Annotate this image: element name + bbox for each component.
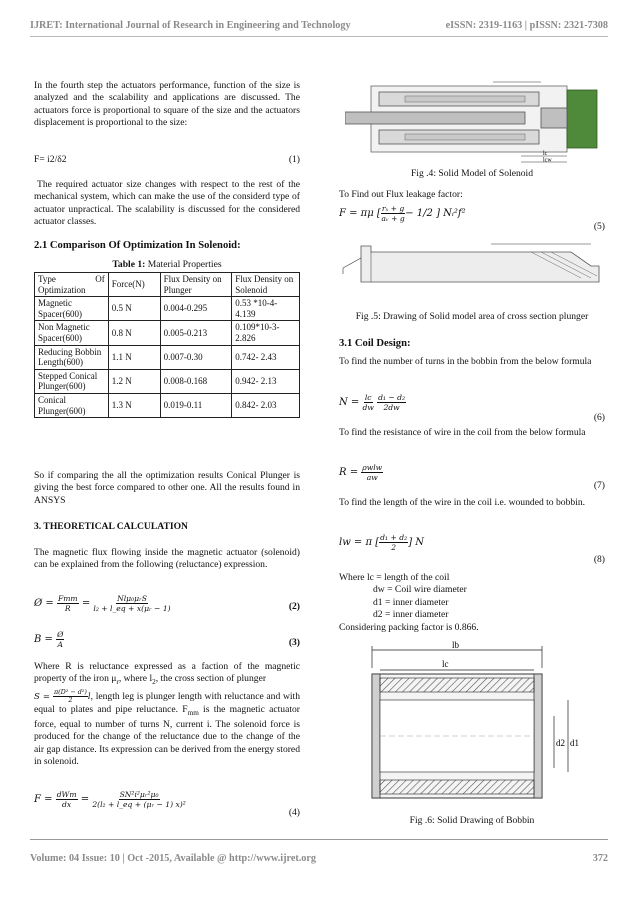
figure-6-bobbin-drawing: [362, 640, 602, 812]
table-header-cell: Flux Density on Solenoid: [232, 273, 300, 297]
paragraph-4: [34, 547, 300, 572]
paragraph-5: [34, 661, 300, 769]
table-header-row: [35, 273, 300, 297]
eq5-den: aᵥ + g: [381, 214, 405, 223]
equation-6-formula: [339, 393, 406, 412]
eq2-frac-1: [57, 594, 79, 613]
table-cell: 1.3 N: [108, 393, 160, 417]
table-header-cell: Force(N): [108, 273, 160, 297]
eq6-den-2: 2dw: [383, 403, 400, 412]
equation-5-number: (5): [593, 220, 605, 232]
coil-paragraph-2: [339, 427, 605, 439]
eq2-equals: =: [81, 598, 91, 609]
inline-S-formula: [34, 687, 91, 704]
equation-8-formula: lw = π [ $\frac{\text{d₁ + d₂}}{2}$ ] N: [339, 533, 425, 552]
eq8-den: 2: [391, 543, 397, 552]
left-column: [34, 80, 300, 130]
coil-paragraph-3: [339, 497, 605, 509]
p5-d: , length leg is plunger length with reluctance and with equal to plates and pipe reluctance. F: [34, 690, 301, 715]
where-definitions: [339, 572, 605, 634]
eq5-frac: [381, 204, 405, 223]
table-cell: 0.842- 2.03: [232, 393, 300, 417]
eq8-num: d₁ + d₂: [380, 533, 408, 542]
table-cell: 1.2 N: [108, 369, 160, 393]
equation-8-number: (8): [593, 553, 605, 565]
equation-2-number: (2): [288, 600, 300, 612]
table-row: [35, 345, 300, 369]
packing-factor: Considering packing factor is 0.866.: [339, 621, 479, 633]
eq2-num-2: Nlμ₀μᵣS: [117, 594, 147, 603]
table-cell: 0.005-0.213: [160, 321, 232, 345]
eq3-B: B =: [34, 634, 53, 645]
equation-4-number: (4): [288, 806, 300, 818]
section-3-1-heading: 3.1 Coil Design:: [339, 338, 411, 349]
table-cell: Non Magnetic Spacer(600): [35, 321, 109, 345]
eq4-num-1: dWm: [56, 790, 77, 799]
intro-paragraph: In the fourth step the actuators performance, function of the size is analyzed and the scalability and applications are discussed. The actuators force is proportional to square of the size and the actuators displacement is proportional to the size:: [34, 80, 300, 129]
p5-sub-r: r: [116, 678, 119, 687]
section-3-heading: 3. THEORETICAL CALCULATION: [34, 521, 188, 532]
eq4-frac-2: [92, 790, 185, 809]
table-cell: Reducing Bobbin Length(600): [35, 345, 109, 369]
eq6-N: N =: [339, 397, 360, 408]
S-num: π(D² − d²): [53, 687, 87, 696]
equation-8: [339, 533, 605, 565]
lb-label: lb: [452, 640, 460, 650]
table-cell: 0.019-0.11: [160, 393, 232, 417]
eq8-frac: [379, 533, 408, 552]
eq7-frac: [361, 463, 383, 482]
eq4-frac-1: [56, 790, 78, 809]
eq6-num-1: lc: [364, 393, 372, 402]
paragraph-2-text: The required actuator size changes with respect to the rest of the mechanical system, which can make the use of the considerd type of actuator unpractical. The scalability is discussed for the considered actuator classes.: [34, 179, 300, 228]
lc-label-bobbin: lc: [442, 659, 449, 669]
page-header: [30, 20, 608, 31]
material-properties-table: [34, 272, 300, 418]
p5-e: is the magnetic actuator force, equal to number of turns N, current i. The solenoid force is produced for the change of the reluctance due to the change of the air gap distance. Its expression can be derived from the energy stored in solenoid.: [34, 703, 300, 768]
table-cell: Conical Plunger(600): [35, 393, 109, 417]
table-row: [35, 321, 300, 345]
paragraph-2: [34, 179, 300, 229]
p5-b: , where l: [118, 673, 153, 685]
table-header-cell: Flux Density on Plunger: [160, 273, 232, 297]
eq2-frac-2: [93, 594, 170, 613]
table-cell: 0.109*10-3-2.826: [232, 321, 300, 345]
eq3-frac: [56, 630, 64, 649]
table-cell: 0.007-0.30: [160, 345, 232, 369]
where-line-4: d2 = inner diameter: [373, 609, 449, 621]
eq5-num: rₓ + g: [381, 204, 405, 213]
eq4-F: F =: [34, 794, 53, 805]
equation-1-text: F= i2/δ2: [34, 154, 67, 165]
equation-5-formula: F = πμ [ $\frac{\text{rₓ + g}}{\text{aᵥ + g}}$ − 1/2 ] Nᵢ²f²: [339, 204, 466, 223]
flux-intro: To Find out Flux leakage factor:: [339, 189, 463, 200]
eq8-lw: lw = π: [339, 537, 373, 548]
solenoid-model-drawing: [345, 78, 599, 164]
where-line-3: d1 = inner diameter: [373, 596, 449, 608]
table-header-cell: Type Of Optimization: [35, 273, 109, 297]
table-cell: 0.5 N: [108, 297, 160, 321]
d2-label: d2: [556, 738, 565, 748]
p5-sub-2: 2: [152, 678, 156, 687]
equation-7: [339, 463, 605, 491]
table-cell: 0.008-0.168: [160, 369, 232, 393]
S-tail: l: [87, 691, 91, 702]
eq4-num-2: SN²i²μᵣ²μ₀: [119, 790, 159, 799]
table-cell: 0.53 *10-4-4.139: [232, 297, 300, 321]
eq4-den-2: 2(l₂ + l_eq + (μᵣ − 1) x)²: [92, 800, 186, 809]
header-rule: [30, 36, 608, 37]
table-row: [35, 369, 300, 393]
equation-4: [34, 790, 300, 818]
eq3-num: Ø: [57, 630, 64, 639]
paragraph-5-text: [34, 661, 300, 769]
equation-6-number: (6): [593, 411, 605, 423]
equation-3-formula: [34, 630, 64, 649]
table-cell: 0.742- 2.43: [232, 345, 300, 369]
eq7-num: ρwlw: [362, 463, 383, 472]
figure-5-plunger-drawing: [341, 238, 603, 302]
eq6-frac-2: [377, 393, 406, 412]
eq2-den-2: l₂ + l_eq + x(μᵣ − 1): [93, 604, 171, 613]
figure-4-solid-model: [345, 78, 599, 164]
equation-3-number: (3): [288, 636, 300, 648]
equation-2-formula: [34, 594, 171, 613]
eq6-frac-1: [363, 393, 374, 412]
section-2-1-heading: 2.1 Comparison Of Optimization In Solenoid:: [34, 240, 241, 251]
eq6-den-1: dw: [362, 403, 374, 412]
eq2-phi: Ø =: [34, 598, 54, 609]
S-den: 2: [68, 695, 73, 704]
eq4-equals: =: [80, 794, 90, 805]
equation-2: [34, 594, 300, 613]
paragraph-3: [34, 470, 300, 507]
equation-1: [34, 154, 300, 166]
equation-1-number: (1): [288, 154, 300, 165]
eq3-den: A: [57, 640, 63, 649]
eq2-den-1: R: [64, 604, 71, 613]
table-1-caption: [34, 259, 300, 271]
paragraph-3-text: So if comparing the all the optimization results Conical Plunger is giving the best force compared to other one. All the results found in ANSYS: [34, 470, 300, 506]
figure-5-caption: Fig .5: Drawing of Solid model area of cross section plunger: [355, 311, 589, 322]
p5-sub-mm: mm: [187, 708, 199, 717]
eq7-R: R =: [339, 467, 359, 478]
table-row: [35, 297, 300, 321]
page-number: 372: [592, 853, 608, 864]
table-cell: 1.1 N: [108, 345, 160, 369]
equation-5: [339, 204, 605, 232]
eq5-tail: − 1/2 ] Nᵢ²f²: [405, 208, 466, 219]
lcw-label: lcw: [543, 157, 552, 164]
equation-4-formula: [34, 790, 186, 809]
paragraph-4-text: The magnetic flux flowing inside the magnetic actuator (solenoid) can be explained from the following (reluctance) expression.: [34, 547, 300, 571]
journal-title: IJRET: International Journal of Research in Engineering and Technology: [30, 20, 351, 31]
eq5-F: F = πμ: [339, 208, 374, 219]
eq4-den-1: dx: [62, 800, 72, 809]
eq6-num-2: d₁ − d₂: [378, 393, 406, 402]
bobbin-drawing: [362, 640, 602, 812]
equation-6: [339, 393, 605, 423]
coil-paragraph-1: [339, 356, 605, 368]
figure-4-caption: Fig .4: Solid Model of Solenoid: [410, 168, 534, 179]
eq2-num-1: Fmm: [57, 594, 78, 603]
lc-label: lc: [543, 151, 548, 157]
page-footer: [30, 853, 608, 864]
figure-6-caption: Fig .6: Solid Drawing of Bobbin: [409, 815, 535, 826]
where-line-1: Where lc = length of the coil: [339, 572, 450, 583]
table-row: [35, 393, 300, 417]
p5-c: , the cross section of plunger: [155, 673, 267, 685]
issn: eISSN: 2319-1163 | pISSN: 2321-7308: [445, 20, 608, 31]
d1-label: d1: [570, 738, 579, 748]
S-frac: [53, 689, 88, 704]
plunger-cross-section: [341, 238, 603, 302]
table-cell: 0.8 N: [108, 321, 160, 345]
where-line-2: dw = Coil wire diameter: [373, 584, 467, 596]
footer-rule: [30, 839, 608, 840]
coil-paragraph-2-text: To find the resistance of wire in the coil from the below formula: [339, 427, 586, 438]
p5-a: Where R is reluctance expressed as a faction of the magnetic property of the iron μ: [34, 661, 300, 685]
footer-volume: Volume: 04 Issue: 10 | Oct -2015, Available @ http://www.ijret.org: [30, 853, 317, 864]
table-cell: Stepped Conical Plunger(600): [35, 369, 109, 393]
table-cell: Magnetic Spacer(600): [35, 297, 109, 321]
coil-paragraph-1-text: To find the number of turns in the bobbin from the below formula: [339, 356, 592, 367]
table-1-label: Table 1:: [112, 259, 146, 270]
S-label: S =: [34, 691, 50, 702]
eq7-den: aw: [366, 473, 378, 482]
table-cell: 0.004-0.295: [160, 297, 232, 321]
eq8-tail: N: [415, 537, 425, 548]
equation-7-number: (7): [593, 479, 605, 491]
equation-7-formula: [339, 463, 383, 482]
coil-paragraph-3-text: To find the length of the wire in the coil i.e. wounded to bobbin.: [339, 497, 586, 508]
equation-3: [34, 630, 300, 649]
table-1-title: Material Properties: [145, 259, 222, 270]
table-cell: 0.942- 2.13: [232, 369, 300, 393]
